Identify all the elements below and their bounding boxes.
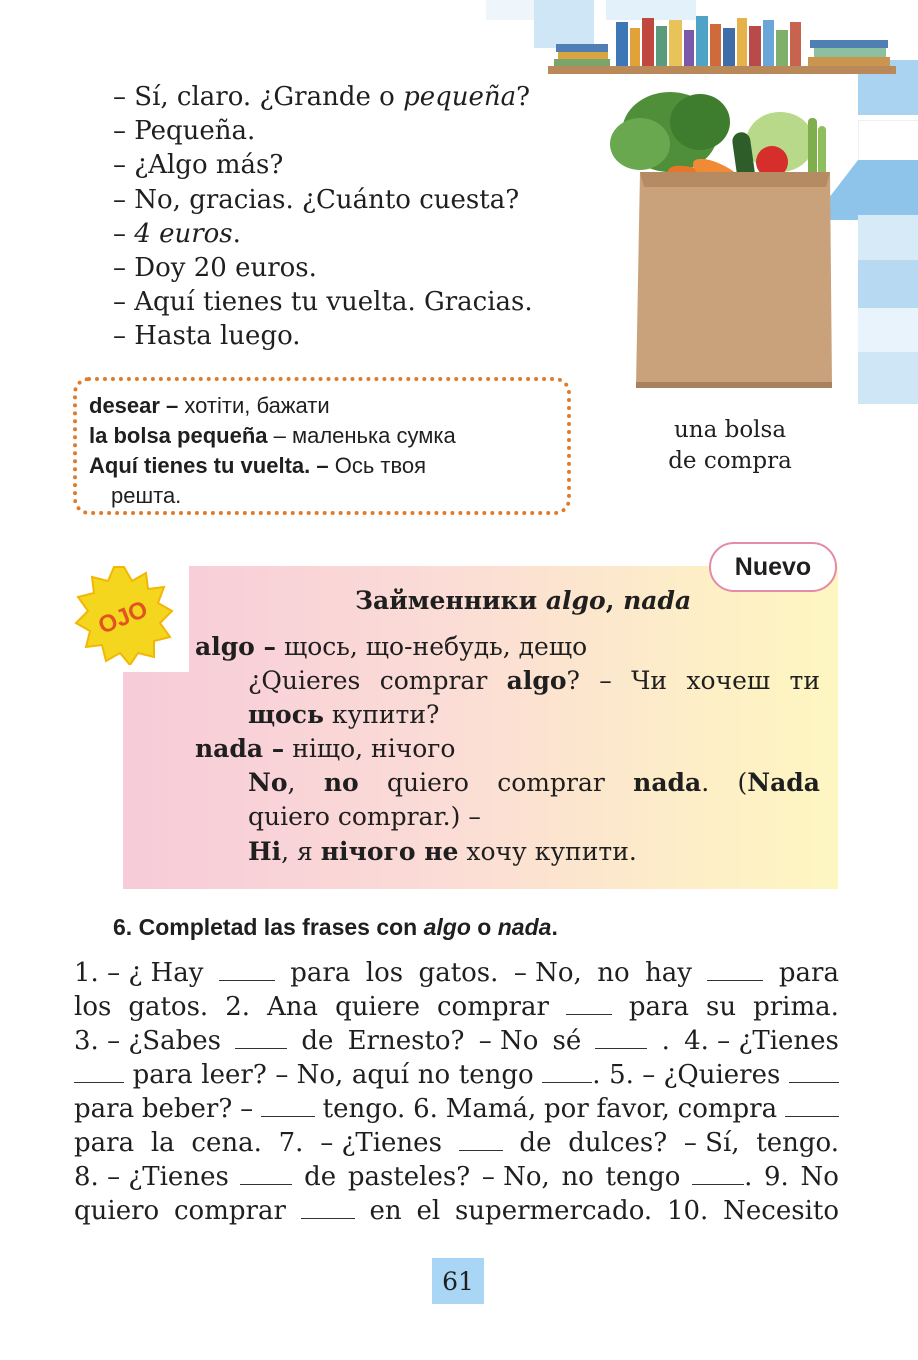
exercise-word: de — [304, 1162, 337, 1192]
exercise-word: gatos. — [128, 992, 209, 1022]
bookshelf-icon — [548, 10, 896, 74]
nada-example-line: No, no quiero comprar nada. (Nada — [248, 768, 820, 797]
blank-field[interactable] — [459, 1130, 503, 1151]
exercise-word: para — [74, 1128, 135, 1158]
dialog — [113, 80, 533, 354]
exercise-word: Mamá, — [445, 1094, 537, 1124]
exercise-word: no — [417, 1060, 451, 1090]
exercise-word: quiere — [335, 992, 420, 1022]
exercise-word: dulces? — [568, 1128, 668, 1158]
blank-field[interactable] — [74, 1062, 124, 1083]
exercise-word: no — [597, 958, 630, 988]
dialog-line: – 4 euros. — [113, 218, 241, 249]
exercise-word: comprar — [437, 992, 549, 1022]
blank-field[interactable] — [240, 1164, 292, 1185]
blank-token — [219, 958, 275, 988]
exercise-word: favor, — [596, 1094, 670, 1124]
exercise-word: para — [74, 1094, 135, 1124]
exercise-line — [74, 958, 839, 988]
algo-definition: algo – щось, що-небудь, дещо — [195, 632, 588, 661]
image-caption: una bolsa de compra — [668, 417, 792, 474]
blank-token: . — [692, 1162, 752, 1192]
exercise-word: 7. — [278, 1128, 304, 1158]
exercise-line — [74, 1094, 839, 1124]
blank-field[interactable] — [785, 1096, 839, 1117]
blank-token — [595, 1026, 647, 1056]
exercise-word: – Sí, — [683, 1128, 740, 1158]
exercise-word: tengo — [605, 1162, 681, 1192]
algo-example-translation: щось купити? — [248, 700, 440, 729]
blank-token — [301, 1196, 355, 1226]
nada-example-line-2: quiero comprar.) – — [248, 802, 481, 831]
exercise-word: 1. – ¿ Hay — [74, 958, 204, 988]
blank-field[interactable] — [692, 1164, 744, 1185]
blank-token — [566, 992, 612, 1022]
exercise-word: cena. — [191, 1128, 262, 1158]
grammar-title: Займенники algo, nada — [355, 586, 692, 615]
exercise-word: quiero — [74, 1196, 160, 1226]
blank-token — [789, 1060, 839, 1090]
blank-token — [235, 1026, 287, 1056]
exercise-word: 8. – ¿Tienes — [74, 1162, 229, 1192]
exercise-word: por — [544, 1094, 589, 1124]
exercise-word: 3. – ¿Sabes — [74, 1026, 221, 1056]
exercise-word: – No, — [513, 958, 582, 988]
blank-token — [785, 1094, 839, 1124]
shopping-bag-image — [600, 82, 840, 400]
blank-token — [261, 1094, 315, 1124]
exercise-word: No — [800, 1162, 839, 1192]
exercise-word: comprar — [174, 1196, 286, 1226]
exercise-word: el — [416, 1196, 441, 1226]
vocabulary-box — [73, 377, 571, 515]
exercise-word: 10. — [666, 1196, 709, 1226]
exercise-word: compra — [677, 1094, 778, 1124]
exercise-word: leer? — [201, 1060, 267, 1090]
exercise-word: para — [778, 958, 839, 988]
nada-example-translation: Ні, я нічого не хочу купити. — [248, 837, 637, 866]
exercise-word: Ana — [267, 992, 319, 1022]
exercise-word: su — [706, 992, 737, 1022]
exercise-word: – ¿Tienes — [320, 1128, 442, 1158]
blank-field[interactable] — [235, 1028, 287, 1049]
dialog-line: – ¿Algo más? — [113, 150, 284, 181]
exercise-word: no — [561, 1162, 594, 1192]
exercise-word: de — [519, 1128, 552, 1158]
blank-field[interactable] — [219, 960, 275, 981]
blank-field[interactable] — [707, 960, 763, 981]
blank-token — [459, 1128, 503, 1158]
exercise-word: los — [74, 992, 112, 1022]
vocab-line: la bolsa pequeña – маленька сумка — [89, 423, 456, 448]
exercise-line — [74, 1162, 839, 1192]
exercise-word: de — [301, 1026, 334, 1056]
blank-field[interactable] — [595, 1028, 647, 1049]
exercise-word: gatos. — [418, 958, 499, 988]
exercise-word: los — [365, 958, 404, 988]
exercise-word: – — [240, 1094, 254, 1124]
exercise-word: beber? — [141, 1094, 233, 1124]
exercise-line — [74, 1196, 839, 1226]
nuevo-badge: Nuevo — [709, 542, 837, 592]
exercise-word: tengo — [458, 1060, 534, 1090]
blank-field[interactable] — [566, 994, 612, 1015]
exercise-title: 6. Completad las frases con algo o nada. — [113, 914, 558, 940]
exercise-word: tengo. — [756, 1128, 839, 1158]
ojo-starburst-icon — [74, 565, 174, 665]
exercise-word: – No, — [481, 1162, 550, 1192]
blank-token — [707, 958, 763, 988]
exercise-word: aquí — [351, 1060, 410, 1090]
exercise-line — [74, 1128, 839, 1158]
dialog-line: – No, gracias. ¿Cuánto cuesta? — [113, 184, 520, 215]
exercise-word: 5. – ¿Quieres — [609, 1060, 781, 1090]
exercise-word: para — [628, 992, 689, 1022]
exercise-word: sé — [552, 1026, 582, 1056]
exercise-word: 2. — [225, 992, 251, 1022]
page-number: 61 — [432, 1258, 484, 1304]
exercise-word: – No — [478, 1026, 539, 1056]
exercise-word: . — [661, 1026, 670, 1056]
exercise-line — [74, 992, 839, 1022]
blank-token — [74, 1060, 124, 1090]
exercise-word: 9. — [764, 1162, 789, 1192]
exercise-word: supermercado. — [454, 1196, 653, 1226]
vocab-line: Aquí tienes tu vuelta. – Ось твоя — [89, 453, 427, 478]
blank-token — [240, 1162, 292, 1192]
blank-field[interactable] — [542, 1062, 592, 1083]
exercise-word: pasteles? — [347, 1162, 471, 1192]
dialog-line: – Doy 20 euros. — [113, 253, 317, 284]
exercise-word: en — [369, 1196, 402, 1226]
blank-field[interactable] — [261, 1096, 315, 1117]
exercise-word: para — [132, 1060, 193, 1090]
exercise-word: Ernesto? — [347, 1026, 465, 1056]
exercise-word: 4. – ¿Tienes — [684, 1026, 839, 1056]
exercise-line — [74, 1060, 839, 1090]
blank-token: . — [542, 1060, 600, 1090]
blank-field[interactable] — [301, 1198, 355, 1219]
blank-field[interactable] — [789, 1062, 839, 1083]
exercise-word: Necesito — [723, 1196, 839, 1226]
vocab-line: решта. — [111, 483, 182, 508]
dialog-line: – Hasta luego. — [113, 321, 301, 352]
vocab-line: desear – хотіти, бажати — [89, 393, 330, 418]
exercise-word: prima. — [753, 992, 839, 1022]
exercise-word: para — [290, 958, 351, 988]
exercise-line — [74, 1026, 839, 1056]
algo-example-line: ¿Quieres comprar algo? – Чи хочеш ти — [248, 666, 820, 695]
exercise-word: 6. — [413, 1094, 438, 1124]
exercise-word: la — [150, 1128, 175, 1158]
dialog-line: – Pequeña. — [113, 116, 256, 147]
exercise-word: hay — [645, 958, 692, 988]
dialog-line: – Aquí tienes tu vuelta. Gracias. — [113, 287, 533, 318]
exercise-word: tengo. — [322, 1094, 406, 1124]
dialog-line: – Sí, claro. ¿Grande o pequeña? — [113, 82, 531, 112]
exercise-word: – No, — [275, 1060, 344, 1090]
ojo-label: OJO — [94, 595, 152, 640]
nada-definition: nada – ніщо, нічого — [195, 734, 456, 763]
